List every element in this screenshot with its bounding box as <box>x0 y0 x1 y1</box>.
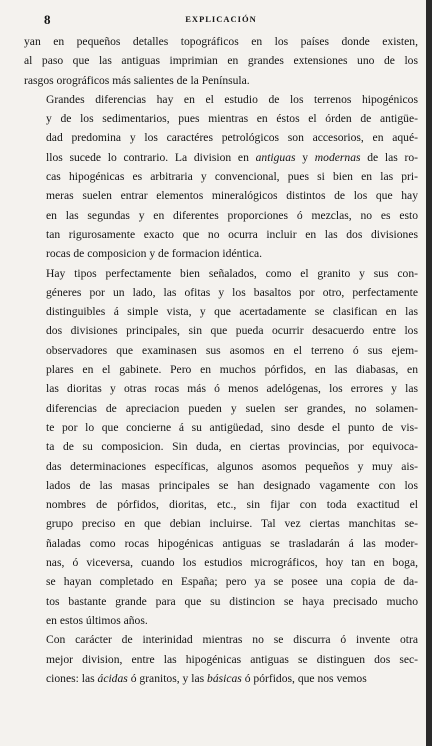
text-line: yan en pequeños detalles topográficos en los países donde existen, <box>24 35 418 48</box>
text-line: rocas de composicion y de formacion idéntica. <box>46 247 263 261</box>
text-line: Grandes diferencias hay en el estudio de los terrenos hipogénicos <box>46 92 418 106</box>
page-edge-shadow <box>426 0 432 746</box>
text-line: Hay tipos perfectamente bien señalados, como el granito y sus con- <box>46 266 418 280</box>
running-head: EXPLICACIÓN <box>185 14 257 24</box>
text-line: das determinaciones específicas, algunos asomos pequeños y muy ais- <box>46 459 418 473</box>
italic-term: modernas <box>314 150 361 164</box>
text-line: mejor division, entre las hipogénicas antiguas se distinguen dos sec- <box>46 652 418 666</box>
text-line: ciones: las ácidas ó granitos, y las básicas ó pórfidos, que nos vemos <box>46 671 367 685</box>
page-header <box>24 12 418 32</box>
text-line: Con carácter de interinidad mientras no se discurra ó invente otra <box>46 633 418 647</box>
text-line: ñaladas como rocas hipogénicas antiguas se trasladarán á las moder- <box>46 536 418 550</box>
text-line: observadores que examinasen sus asomos en el terreno ó sus ejem- <box>46 343 418 357</box>
paragraph <box>24 32 418 90</box>
text-line: en estos últimos años. <box>46 613 148 627</box>
text-line: distinguibles á simple vista, y que acertadamente se clasifican en las <box>46 305 418 319</box>
text-line: y de los sedimentarios, pues mientras en éstos el órden de antigüe- <box>46 112 418 126</box>
text-line: cas hipogénicas es arbitraria y convencional, pues si bien en las pri- <box>46 170 418 184</box>
italic-term: antiguas <box>255 150 296 164</box>
text-line: dad predomina y los caractéres petrológicos son accesorios, en aqué- <box>46 131 418 145</box>
text-line: rasgos orográficos más salientes de la Península. <box>24 73 250 87</box>
text-line: te por lo que concierne á su antigüedad, sino desde el punto de vis- <box>46 420 418 434</box>
text-line: nas, ó viceversa, cuando los estudios micrográficos, hoy tan en boga, <box>46 556 418 570</box>
text-line: nombres de pórfidos, dioritas, etc., sin fijar con toda exactitud el <box>46 498 418 512</box>
text-line: géneres por un lado, las ofitas y los basaltos por otro, perfectamente <box>46 285 418 299</box>
text-line: llos sucede lo contrario. La division en antiguas y modernas de las ro- <box>46 150 418 164</box>
text-line: dos divisiones principales, sin que pueda ocurrir desacuerdo entre los <box>46 324 418 338</box>
text-line: grupo preciso en que debian incluirse. Tal vez ciertas manchitas se- <box>46 517 418 531</box>
text-line: tos bastante grande para que su distincion se haya precisado mucho <box>46 594 418 608</box>
italic-term: ácidas <box>97 671 128 685</box>
text-line: lados de las masas principales se han designado vagamente con los <box>46 478 418 492</box>
text-line: diferencias de apreciacion pueden y suelen ser grandes, no solamen- <box>46 401 418 415</box>
paragraph <box>24 90 418 264</box>
paragraph <box>24 630 418 688</box>
text-line: las dioritas y otras rocas más ó menos adelógenas, los errores y las <box>46 382 418 396</box>
body-text <box>24 32 418 688</box>
text-line: en las segundas y en diferentes proporciones ó mezclas, no es esto <box>46 208 418 222</box>
text-line: se hayan completado en España; pero ya se posee una copia de da- <box>46 575 418 589</box>
text-line: plares en el gabinete. Pero en muchos pórfidos, en las diabasas, en <box>46 363 418 377</box>
text-line: tan rigurosamente exacto que no ocurra incluir en las dos divisiones <box>46 227 418 241</box>
text-line: ta de su composicion. Sin duda, en ciertas provincias, por equivoca- <box>46 440 418 454</box>
paragraph <box>24 264 418 631</box>
page-number: 8 <box>44 12 51 27</box>
italic-term: básicas <box>207 671 242 685</box>
text-line: al paso que las antiguas imprimian en grandes extensiones uno de los <box>24 54 418 68</box>
text-line: meras suelen entrar elementos mineralógicos distintos de los que hay <box>46 189 418 203</box>
